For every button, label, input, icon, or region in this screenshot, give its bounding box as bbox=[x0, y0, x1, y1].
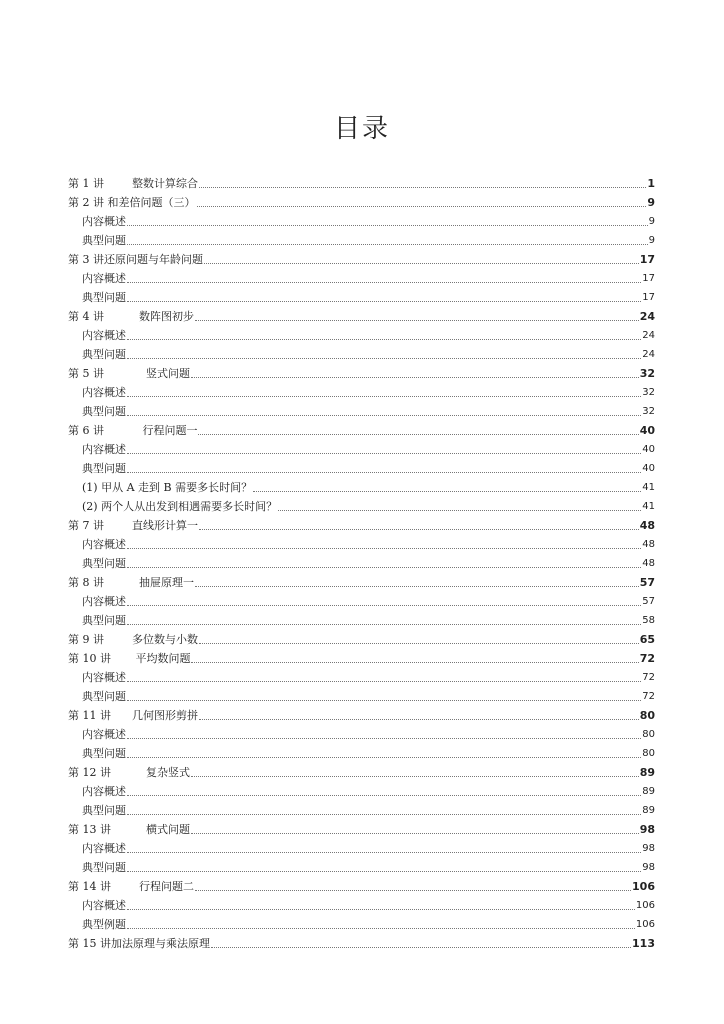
toc-entry-label: 典型问题 bbox=[82, 234, 126, 247]
dot-leader bbox=[127, 623, 641, 625]
dot-leader bbox=[127, 737, 641, 739]
toc-chapter-entry[interactable] bbox=[68, 649, 655, 668]
toc-entry-label: 内容概述 bbox=[82, 899, 126, 912]
toc-page-number: 98 bbox=[642, 862, 655, 873]
dot-leader bbox=[195, 889, 631, 891]
toc-page-number: 106 bbox=[635, 919, 655, 930]
toc-entry-label: 内容概述 bbox=[82, 538, 126, 551]
toc-entry-label: (1) 甲从 A 走到 B 需要多长时间？ bbox=[82, 481, 253, 494]
dot-leader bbox=[199, 642, 639, 644]
toc-page-number: 41 bbox=[642, 501, 655, 512]
toc-page-number: 41 bbox=[642, 482, 655, 493]
toc-section-entry[interactable] bbox=[68, 839, 655, 858]
toc-entry-label: 典型问题 bbox=[82, 690, 126, 703]
toc-page-number: 106 bbox=[632, 880, 655, 893]
dot-leader bbox=[253, 490, 641, 492]
toc-page-number: 40 bbox=[642, 463, 655, 474]
toc-entry-label: 第 14 讲 行程问题二 bbox=[68, 880, 194, 893]
toc-chapter-entry[interactable] bbox=[68, 706, 655, 725]
toc-chapter-entry[interactable] bbox=[68, 421, 655, 440]
dot-leader bbox=[198, 433, 638, 435]
toc-entry-label: 典型问题 bbox=[82, 804, 126, 817]
toc-entry-label: (2) 两个人从出发到相遇需要多长时间？ bbox=[82, 500, 278, 513]
toc-entry-label: 典型问题 bbox=[82, 462, 126, 475]
toc-section-entry[interactable] bbox=[68, 668, 655, 687]
dot-leader bbox=[127, 547, 641, 549]
dot-leader bbox=[191, 661, 638, 663]
toc-entry-label: 第 2 讲 和差倍问题（三） bbox=[68, 196, 196, 209]
toc-page-number: 32 bbox=[639, 367, 655, 380]
dot-leader bbox=[211, 946, 631, 948]
dot-leader bbox=[127, 566, 641, 568]
dot-leader bbox=[127, 813, 641, 815]
toc-chapter-entry[interactable] bbox=[68, 174, 655, 193]
toc-page-number: 72 bbox=[639, 652, 655, 665]
toc-entry-label: 第 8 讲 抽屉原理一 bbox=[68, 576, 194, 589]
dot-leader bbox=[127, 300, 641, 302]
toc-section-entry[interactable] bbox=[68, 611, 655, 630]
toc-page-number: 89 bbox=[642, 805, 655, 816]
dot-leader bbox=[127, 756, 641, 758]
toc-section-entry[interactable] bbox=[68, 782, 655, 801]
dot-leader bbox=[127, 414, 641, 416]
dot-leader bbox=[199, 528, 639, 530]
toc-entry-label: 第 3 讲还原问题与年龄问题 bbox=[68, 253, 203, 266]
dot-leader bbox=[204, 262, 639, 264]
toc-entry-label: 内容概述 bbox=[82, 671, 126, 684]
toc-page-number: 72 bbox=[642, 691, 655, 702]
dot-leader bbox=[127, 243, 648, 245]
toc-page-number: 80 bbox=[639, 709, 655, 722]
toc-chapter-entry[interactable] bbox=[68, 820, 655, 839]
toc-section-entry[interactable] bbox=[68, 231, 655, 250]
dot-leader bbox=[127, 281, 641, 283]
toc-entry-label: 内容概述 bbox=[82, 595, 126, 608]
toc-section-entry[interactable] bbox=[68, 288, 655, 307]
toc-entry-label: 内容概述 bbox=[82, 215, 126, 228]
toc-entry-label: 内容概述 bbox=[82, 329, 126, 342]
toc-entry-label: 典型问题 bbox=[82, 405, 126, 418]
toc-page-number: 89 bbox=[639, 766, 655, 779]
toc-page-number: 24 bbox=[639, 310, 655, 323]
toc-section-entry[interactable] bbox=[68, 592, 655, 611]
dot-leader bbox=[127, 357, 641, 359]
toc-entry-label: 内容概述 bbox=[82, 386, 126, 399]
toc-section-entry[interactable] bbox=[68, 687, 655, 706]
dot-leader bbox=[127, 927, 635, 929]
toc-page-number: 65 bbox=[639, 633, 655, 646]
dot-leader bbox=[127, 908, 635, 910]
toc-page-number: 17 bbox=[639, 253, 655, 266]
toc-page-number: 113 bbox=[632, 937, 655, 950]
toc-entry-label: 第 15 讲加法原理与乘法原理 bbox=[68, 937, 210, 950]
toc-entry-label: 典型问题 bbox=[82, 614, 126, 627]
toc-section-entry[interactable] bbox=[68, 440, 655, 459]
dot-leader bbox=[199, 718, 639, 720]
toc-section-entry[interactable] bbox=[68, 896, 655, 915]
dot-leader bbox=[127, 471, 641, 473]
toc-entry-label: 典型问题 bbox=[82, 348, 126, 361]
dot-leader bbox=[127, 870, 641, 872]
toc-chapter-entry[interactable] bbox=[68, 307, 655, 326]
toc-section-entry[interactable] bbox=[68, 478, 655, 497]
table-of-contents bbox=[68, 174, 655, 953]
toc-entry-label: 第 5 讲 竖式问题 bbox=[68, 367, 190, 380]
toc-chapter-entry[interactable] bbox=[68, 193, 655, 212]
toc-section-entry[interactable] bbox=[68, 326, 655, 345]
dot-leader bbox=[127, 851, 641, 853]
dot-leader bbox=[191, 832, 639, 834]
toc-section-entry[interactable] bbox=[68, 402, 655, 421]
toc-entry-label: 典型问题 bbox=[82, 557, 126, 570]
toc-page-number: 48 bbox=[642, 558, 655, 569]
toc-page-number: 106 bbox=[635, 900, 655, 911]
dot-leader bbox=[127, 699, 641, 701]
toc-page-number: 72 bbox=[642, 672, 655, 683]
toc-entry-label: 第 4 讲 数阵图初步 bbox=[68, 310, 194, 323]
toc-section-entry[interactable] bbox=[68, 269, 655, 288]
toc-chapter-entry[interactable] bbox=[68, 630, 655, 649]
toc-entry-label: 第 9 讲 多位数与小数 bbox=[68, 633, 198, 646]
toc-chapter-entry[interactable] bbox=[68, 573, 655, 592]
toc-page-number: 17 bbox=[642, 292, 655, 303]
toc-entry-label: 第 1 讲 整数计算综合 bbox=[68, 177, 198, 190]
dot-leader bbox=[199, 186, 646, 188]
toc-entry-label: 内容概述 bbox=[82, 272, 126, 285]
dot-leader bbox=[127, 794, 641, 796]
toc-entry-label: 第 13 讲 横式问题 bbox=[68, 823, 190, 836]
toc-page-number: 24 bbox=[642, 349, 655, 360]
toc-entry-label: 内容概述 bbox=[82, 842, 126, 855]
toc-chapter-entry[interactable] bbox=[68, 877, 655, 896]
dot-leader bbox=[195, 585, 639, 587]
toc-page-number: 80 bbox=[642, 748, 655, 759]
toc-page-number: 32 bbox=[642, 406, 655, 417]
toc-page-number: 57 bbox=[642, 596, 655, 607]
toc-section-entry[interactable] bbox=[68, 554, 655, 573]
toc-page-number: 40 bbox=[639, 424, 655, 437]
dot-leader bbox=[127, 338, 641, 340]
dot-leader bbox=[191, 775, 639, 777]
toc-page-number: 98 bbox=[642, 843, 655, 854]
toc-entry-label: 第 7 讲 直线形计算一 bbox=[68, 519, 198, 532]
toc-entry-label: 典型例题 bbox=[82, 918, 126, 931]
toc-chapter-entry[interactable] bbox=[68, 516, 655, 535]
toc-entry-label: 典型问题 bbox=[82, 747, 126, 760]
toc-section-entry[interactable] bbox=[68, 801, 655, 820]
toc-entry-label: 典型问题 bbox=[82, 291, 126, 304]
toc-entry-label: 内容概述 bbox=[82, 443, 126, 456]
toc-chapter-entry[interactable] bbox=[68, 364, 655, 383]
toc-page-number: 57 bbox=[639, 576, 655, 589]
toc-page-number: 48 bbox=[639, 519, 655, 532]
page-title: 目录 bbox=[333, 114, 390, 144]
toc-section-entry[interactable] bbox=[68, 459, 655, 478]
toc-page-number: 17 bbox=[642, 273, 655, 284]
toc-section-entry[interactable] bbox=[68, 535, 655, 554]
toc-entry-label: 第 11 讲 几何图形剪拼 bbox=[68, 709, 198, 722]
toc-chapter-entry[interactable] bbox=[68, 763, 655, 782]
toc-page-number: 9 bbox=[648, 216, 655, 227]
toc-page-number: 48 bbox=[642, 539, 655, 550]
toc-entry-label: 第 12 讲 复杂竖式 bbox=[68, 766, 190, 779]
dot-leader bbox=[127, 604, 641, 606]
dot-leader bbox=[197, 205, 647, 207]
dot-leader bbox=[127, 452, 641, 454]
dot-leader bbox=[127, 224, 648, 226]
toc-section-entry[interactable] bbox=[68, 497, 655, 516]
toc-page-number: 98 bbox=[639, 823, 655, 836]
toc-entry-label: 典型问题 bbox=[82, 861, 126, 874]
toc-chapter-entry[interactable] bbox=[68, 934, 655, 953]
toc-section-entry[interactable] bbox=[68, 744, 655, 763]
toc-section-entry[interactable] bbox=[68, 915, 655, 934]
toc-entry-label: 第 10 讲 平均数问题 bbox=[68, 652, 191, 665]
dot-leader bbox=[127, 395, 641, 397]
toc-section-entry[interactable] bbox=[68, 212, 655, 231]
dot-leader bbox=[195, 319, 639, 321]
dot-leader bbox=[278, 509, 641, 511]
toc-page-number: 40 bbox=[642, 444, 655, 455]
toc-chapter-entry[interactable] bbox=[68, 250, 655, 269]
toc-page-number: 24 bbox=[642, 330, 655, 341]
toc-page-number: 58 bbox=[642, 615, 655, 626]
toc-section-entry[interactable] bbox=[68, 383, 655, 402]
toc-section-entry[interactable] bbox=[68, 345, 655, 364]
dot-leader bbox=[127, 680, 641, 682]
toc-entry-label: 内容概述 bbox=[82, 785, 126, 798]
toc-page-number: 9 bbox=[648, 235, 655, 246]
toc-page-number: 9 bbox=[647, 196, 655, 209]
dot-leader bbox=[191, 376, 639, 378]
toc-page-number: 1 bbox=[647, 177, 655, 190]
toc-page-number: 32 bbox=[642, 387, 655, 398]
toc-page-number: 89 bbox=[642, 786, 655, 797]
toc-section-entry[interactable] bbox=[68, 725, 655, 744]
toc-entry-label: 内容概述 bbox=[82, 728, 126, 741]
toc-section-entry[interactable] bbox=[68, 858, 655, 877]
toc-entry-label: 第 6 讲 行程问题一 bbox=[68, 424, 198, 437]
toc-page-number: 80 bbox=[642, 729, 655, 740]
